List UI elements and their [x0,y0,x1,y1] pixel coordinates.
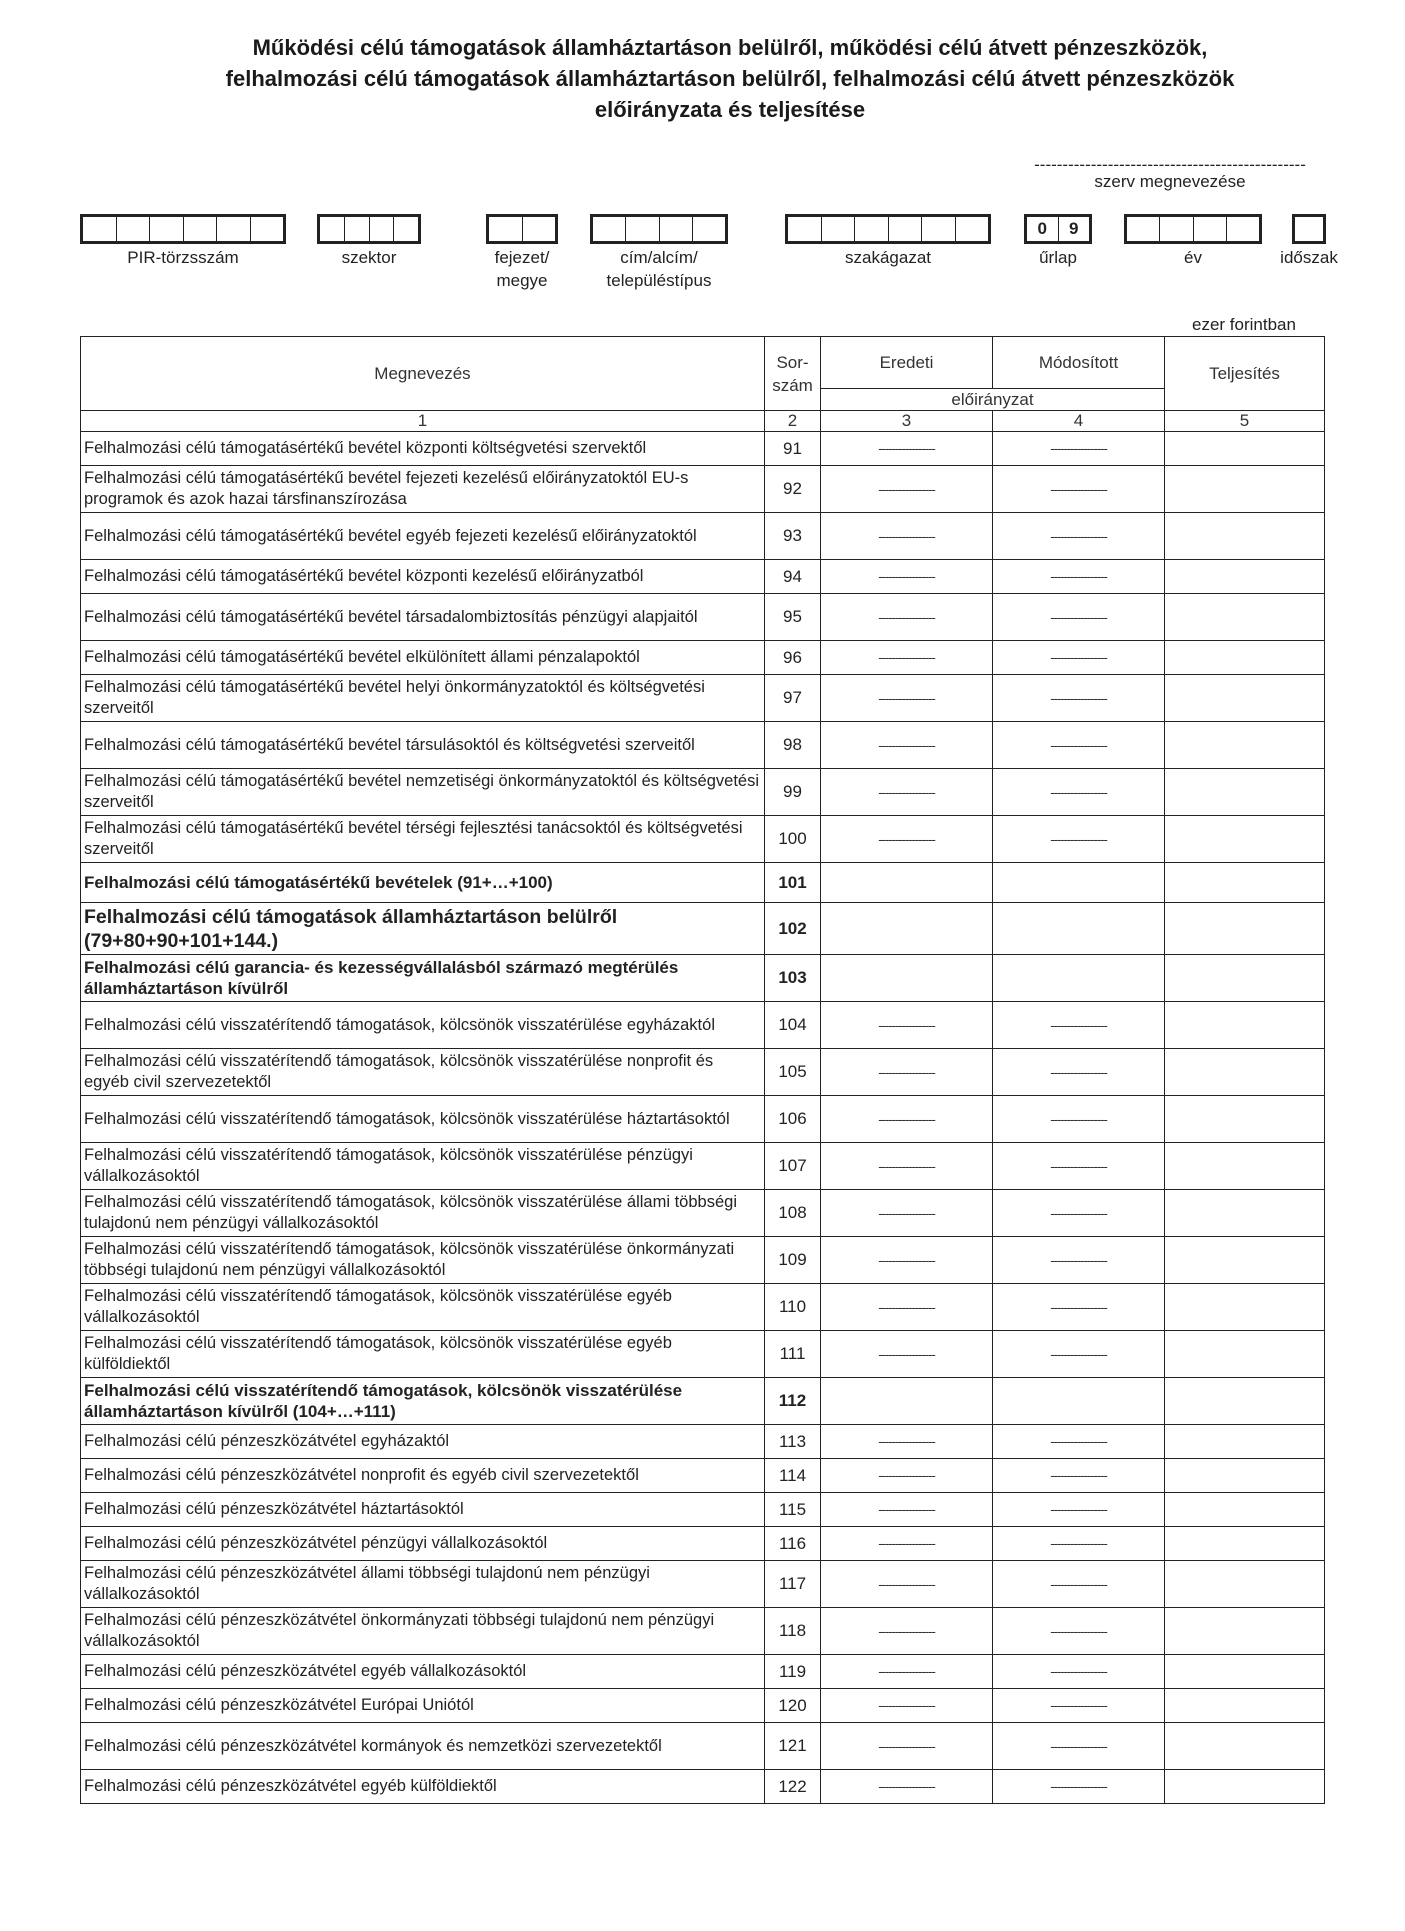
cell-modositott: ----------------- [993,1425,1165,1459]
row-number: 109 [765,1237,821,1284]
table-row [81,513,1325,560]
table-row [81,1190,1325,1237]
row-description: Felhalmozási célú visszatérítendő támogatások, kölcsönök visszatérülése egyházaktól [81,1002,765,1049]
row-number: 121 [765,1723,821,1770]
code-cell[interactable] [660,217,693,241]
row-number: 114 [765,1459,821,1493]
code-box-3[interactable] [486,214,558,244]
table-row [81,1561,1325,1608]
cell-eredeti: ----------------- [821,432,993,466]
row-description: Felhalmozási célú pénzeszközátvétel pénzügyi vállalkozásoktól [81,1527,765,1561]
cell-eredeti[interactable] [821,955,993,1002]
row-description: Felhalmozási célú támogatásértékű bevétel központi költségvetési szervektől [81,432,765,466]
code-cell[interactable] [523,217,556,241]
cell-eredeti[interactable] [821,1378,993,1425]
cell-eredeti: ----------------- [821,1237,993,1284]
code-cell[interactable] [593,217,626,241]
code-cell[interactable] [150,217,184,241]
code-box-6[interactable] [1024,214,1092,244]
code-cell[interactable] [693,217,725,241]
table-row [81,1378,1325,1425]
code-cell[interactable] [394,217,418,241]
cell-modositott: ----------------- [993,1561,1165,1608]
cell-modositott[interactable] [993,903,1165,955]
row-number: 101 [765,863,821,903]
code-cell[interactable] [956,217,989,241]
row-number: 112 [765,1378,821,1425]
code-cell[interactable] [217,217,251,241]
cell-eredeti: ----------------- [821,1689,993,1723]
cell-teljesites[interactable] [1165,560,1325,594]
cell-eredeti: ----------------- [821,1143,993,1190]
cell-eredeti: ----------------- [821,594,993,641]
cell-modositott: ----------------- [993,816,1165,863]
cell-teljesites[interactable] [1165,1527,1325,1561]
row-description: Felhalmozási célú visszatérítendő támogatások, kölcsönök visszatérülése nonprofit és egyéb civil szervezetektől [81,1049,765,1096]
cell-modositott[interactable] [993,1378,1165,1425]
row-number: 108 [765,1190,821,1237]
row-number: 113 [765,1425,821,1459]
table-row [81,722,1325,769]
col-number-5: 5 [1165,411,1325,432]
code-box-2[interactable] [317,214,421,244]
title-line-1: Működési célú támogatások államháztartáson belülről, működési célú átvett pénzeszközök, [252,35,1208,60]
table-row [81,1237,1325,1284]
table-row [81,1527,1325,1561]
row-number: 106 [765,1096,821,1143]
row-description: Felhalmozási célú támogatásértékű bevétel társulásoktól és költségvetési szerveitől [81,722,765,769]
cell-teljesites[interactable] [1165,1459,1325,1493]
cell-teljesites[interactable] [1165,1237,1325,1284]
table-row [81,1493,1325,1527]
table-row [81,1096,1325,1143]
code-cell[interactable] [320,217,345,241]
table-row [81,903,1325,955]
code-cell[interactable] [822,217,856,241]
organization-name-field[interactable] [1020,158,1320,192]
header-eredeti: Eredeti [821,337,993,389]
row-description: Felhalmozási célú visszatérítendő támogatások, kölcsönök visszatérülése egyéb külföldiektől [81,1331,765,1378]
form-title [0,32,1405,125]
cell-teljesites[interactable] [1165,1378,1325,1425]
cell-modositott: ----------------- [993,1237,1165,1284]
cell-eredeti[interactable] [821,863,993,903]
header-sorszam [765,337,821,411]
row-description: Felhalmozási célú garancia- és kezességvállalásból származó megtérülés államháztartáson kívülről [81,955,765,1002]
table-row [81,1143,1325,1190]
cell-modositott: ----------------- [993,641,1165,675]
col-number-1: 1 [81,411,765,432]
cell-teljesites[interactable] [1165,1143,1325,1190]
cell-eredeti: ----------------- [821,1425,993,1459]
table-row [81,1425,1325,1459]
code-cell[interactable] [345,217,370,241]
title-line-3: előirányzata és teljesítése [594,97,866,122]
code-cell[interactable] [855,217,889,241]
cell-modositott: ----------------- [993,1049,1165,1096]
table-row [81,1689,1325,1723]
row-description: Felhalmozási célú pénzeszközátvétel háztartásoktól [81,1493,765,1527]
cell-eredeti: ----------------- [821,769,993,816]
code-box-8[interactable] [1292,214,1326,244]
row-number: 102 [765,903,821,955]
code-label-5: szakágazat [845,248,931,267]
code-label-4: cím/alcím/ településtípus [606,248,712,290]
col-number-3: 3 [821,411,993,432]
code-label-8: időszak [1280,248,1338,267]
col-number-2: 2 [765,411,821,432]
row-description: Felhalmozási célú támogatások államháztartáson belülről (79+80+90+101+144.) [81,903,765,955]
row-description: Felhalmozási célú pénzeszközátvétel állami többségi tulajdonú nem pénzügyi vállalkozásoktól [81,1561,765,1608]
cell-modositott: ----------------- [993,1770,1165,1804]
table-row [81,432,1325,466]
code-cell[interactable] [184,217,218,241]
table-row [81,560,1325,594]
row-description: Felhalmozási célú visszatérítendő támogatások, kölcsönök visszatérülése államháztartáson kívülről (104+…+111) [81,1378,765,1425]
cell-teljesites[interactable] [1165,1331,1325,1378]
identifier-code-boxes [0,214,1405,294]
table-row [81,863,1325,903]
cell-eredeti[interactable] [821,903,993,955]
row-description: Felhalmozási célú támogatásértékű bevétel fejezeti kezelésű előirányzatoktól EU-s programok és azok hazai társfinanszírozása [81,466,765,513]
cell-modositott: ----------------- [993,1723,1165,1770]
cell-teljesites[interactable] [1165,955,1325,1002]
cell-teljesites[interactable] [1165,513,1325,560]
cell-teljesites[interactable] [1165,641,1325,675]
cell-modositott: ----------------- [993,769,1165,816]
table-row [81,1655,1325,1689]
cell-eredeti: ----------------- [821,1608,993,1655]
code-box-5[interactable] [785,214,991,244]
row-description: Felhalmozási célú visszatérítendő támogatások, kölcsönök visszatérülése önkormányzati többségi tulajdonú nem pénzügyi vállalkozásoktól [81,1237,765,1284]
code-label-1: PIR-törzsszám [127,248,239,267]
cell-modositott: ----------------- [993,1655,1165,1689]
row-description: Felhalmozási célú pénzeszközátvétel egyéb vállalkozásoktól [81,1655,765,1689]
table-row [81,594,1325,641]
cell-eredeti: ----------------- [821,641,993,675]
cell-teljesites[interactable] [1165,675,1325,722]
cell-teljesites[interactable] [1165,594,1325,641]
row-number: 104 [765,1002,821,1049]
table-row [81,1608,1325,1655]
code-cell[interactable] [370,217,395,241]
row-description: Felhalmozási célú visszatérítendő támogatások, kölcsönök visszatérülése állami többségi tulajdonú nem pénzügyi vállalkozásoktól [81,1190,765,1237]
cell-modositott: ----------------- [993,1143,1165,1190]
cell-teljesites[interactable] [1165,1002,1325,1049]
row-description: Felhalmozási célú támogatásértékű bevétel társadalombiztosítás pénzügyi alapjaitól [81,594,765,641]
cell-modositott: ----------------- [993,1689,1165,1723]
table-row [81,1723,1325,1770]
row-number: 107 [765,1143,821,1190]
table-row [81,1284,1325,1331]
code-label-7: év [1184,248,1202,267]
cell-teljesites[interactable] [1165,1096,1325,1143]
row-description: Felhalmozási célú visszatérítendő támogatások, kölcsönök visszatérülése egyéb vállalkozásoktól [81,1284,765,1331]
cell-teljesites[interactable] [1165,1493,1325,1527]
table-row [81,466,1325,513]
code-cell[interactable] [1227,217,1259,241]
code-cell[interactable] [489,217,523,241]
row-number: 98 [765,722,821,769]
header-teljesites: Teljesítés [1165,337,1325,411]
row-number: 117 [765,1561,821,1608]
cell-modositott: ----------------- [993,513,1165,560]
cell-eredeti: ----------------- [821,1284,993,1331]
cell-eredeti: ----------------- [821,1723,993,1770]
cell-teljesites[interactable] [1165,1723,1325,1770]
table-row [81,955,1325,1002]
cell-teljesites[interactable] [1165,769,1325,816]
cell-eredeti: ----------------- [821,513,993,560]
cell-eredeti: ----------------- [821,1493,993,1527]
unit-label: ezer forintban [1192,315,1296,334]
cell-teljesites[interactable] [1165,432,1325,466]
row-number: 99 [765,769,821,816]
cell-modositott: ----------------- [993,466,1165,513]
row-description: Felhalmozási célú pénzeszközátvétel egyházaktól [81,1425,765,1459]
table-row [81,1770,1325,1804]
row-number: 97 [765,675,821,722]
row-description: Felhalmozási célú támogatásértékű bevétel helyi önkormányzatoktól és költségvetési szerveitől [81,675,765,722]
row-number: 111 [765,1331,821,1378]
cell-eredeti: ----------------- [821,1190,993,1237]
cell-eredeti: ----------------- [821,722,993,769]
cell-teljesites[interactable] [1165,722,1325,769]
row-description: Felhalmozási célú visszatérítendő támogatások, kölcsönök visszatérülése háztartásoktól [81,1096,765,1143]
row-number: 95 [765,594,821,641]
header-megnevezes: Megnevezés [81,337,765,411]
cell-teljesites[interactable] [1165,1049,1325,1096]
code-label-6: űrlap [1039,248,1077,267]
code-cell[interactable] [788,217,822,241]
cell-teljesites[interactable] [1165,1561,1325,1608]
cell-teljesites[interactable] [1165,1655,1325,1689]
table-row [81,769,1325,816]
row-description: Felhalmozási célú támogatásértékű bevételek (91+…+100) [81,863,765,903]
code-box-1[interactable] [80,214,286,244]
cell-eredeti: ----------------- [821,1096,993,1143]
code-box-4[interactable] [590,214,728,244]
cell-eredeti: ----------------- [821,1770,993,1804]
table-row [81,1459,1325,1493]
cell-teljesites[interactable] [1165,863,1325,903]
row-number: 91 [765,432,821,466]
cell-eredeti: ----------------- [821,1655,993,1689]
row-description: Felhalmozási célú támogatásértékű bevétel térségi fejlesztési tanácsoktól és költségvetési szerveitől [81,816,765,863]
row-number: 118 [765,1608,821,1655]
row-description: Felhalmozási célú pénzeszközátvétel egyéb külföldiektől [81,1770,765,1804]
row-description: Felhalmozási célú támogatásértékű bevétel egyéb fejezeti kezelésű előirányzatoktól [81,513,765,560]
row-number: 92 [765,466,821,513]
row-number: 122 [765,1770,821,1804]
cell-modositott: ----------------- [993,560,1165,594]
cell-teljesites[interactable] [1165,466,1325,513]
table-row [81,1331,1325,1378]
cell-teljesites[interactable] [1165,1689,1325,1723]
row-number: 93 [765,513,821,560]
title-line-2: felhalmozási célú támogatások államháztartáson belülről, felhalmozási célú átvett pénzeszközök [225,66,1235,91]
row-description: Felhalmozási célú támogatásértékű bevétel központi kezelésű előirányzatból [81,560,765,594]
header-eloiranyzat: előirányzat [821,389,1165,411]
cell-teljesites[interactable] [1165,1608,1325,1655]
row-number: 103 [765,955,821,1002]
row-number: 100 [765,816,821,863]
cell-teljesites[interactable] [1165,903,1325,955]
row-number: 119 [765,1655,821,1689]
cell-modositott: ----------------- [993,675,1165,722]
code-cell[interactable] [251,217,284,241]
row-number: 94 [765,560,821,594]
cell-eredeti: ----------------- [821,1049,993,1096]
row-description: Felhalmozási célú pénzeszközátvétel önkormányzati többségi tulajdonú nem pénzügyi vállalkozásoktól [81,1608,765,1655]
table-row [81,816,1325,863]
cell-eredeti: ----------------- [821,816,993,863]
code-cell[interactable]: 9 [1069,219,1079,238]
code-cell[interactable] [1295,217,1323,241]
cell-modositott: ----------------- [993,1284,1165,1331]
code-cell[interactable] [1160,217,1193,241]
row-number: 120 [765,1689,821,1723]
row-number: 110 [765,1284,821,1331]
code-cell[interactable] [922,217,956,241]
cell-modositott: ----------------- [993,1331,1165,1378]
table-row [81,675,1325,722]
cell-modositott: ----------------- [993,722,1165,769]
row-description: Felhalmozási célú pénzeszközátvétel Európai Uniótól [81,1689,765,1723]
code-cell[interactable] [1127,217,1160,241]
table-row [81,641,1325,675]
cell-modositott: ----------------- [993,1493,1165,1527]
cell-teljesites[interactable] [1165,1190,1325,1237]
cell-eredeti: ----------------- [821,1459,993,1493]
code-cell[interactable] [117,217,151,241]
code-box-7[interactable] [1124,214,1262,244]
code-cell[interactable] [626,217,659,241]
code-label-2: szektor [341,248,397,267]
cell-modositott: ----------------- [993,432,1165,466]
cell-modositott: ----------------- [993,1608,1165,1655]
cell-modositott[interactable] [993,955,1165,1002]
header-sorszam-text: Sor- szám [772,352,813,395]
cell-modositott: ----------------- [993,594,1165,641]
code-cell[interactable] [889,217,923,241]
cell-modositott: ----------------- [993,1002,1165,1049]
code-cell[interactable]: 0 [1027,217,1059,241]
cell-eredeti: ----------------- [821,1527,993,1561]
cell-modositott: ----------------- [993,1096,1165,1143]
cell-modositott: ----------------- [993,1527,1165,1561]
header-modositott: Módosított [993,337,1165,389]
cell-teljesites[interactable] [1165,1770,1325,1804]
organization-name-line: ------------------------------------------------ [1034,158,1306,172]
cell-modositott: ----------------- [993,1190,1165,1237]
row-description: Felhalmozási célú pénzeszközátvétel nonprofit és egyéb civil szervezetektől [81,1459,765,1493]
cell-teljesites[interactable] [1165,1284,1325,1331]
cell-eredeti: ----------------- [821,675,993,722]
row-number: 116 [765,1527,821,1561]
organization-name-label: szerv megnevezése [1094,172,1246,191]
table-row [81,1049,1325,1096]
cell-eredeti: ----------------- [821,466,993,513]
row-description: Felhalmozási célú támogatásértékű bevétel elkülönített állami pénzalapoktól [81,641,765,675]
row-description: Felhalmozási célú pénzeszközátvétel kormányok és nemzetközi szervezetektől [81,1723,765,1770]
row-description: Felhalmozási célú támogatásértékű bevétel nemzetiségi önkormányzatoktól és költségvetési szerveitől [81,769,765,816]
cell-teljesites[interactable] [1165,816,1325,863]
table-row [81,1002,1325,1049]
row-number: 96 [765,641,821,675]
budget-table [80,336,1325,1804]
col-number-4: 4 [993,411,1165,432]
code-cell[interactable] [83,217,117,241]
row-description: Felhalmozási célú visszatérítendő támogatások, kölcsönök visszatérülése pénzügyi vállalkozásoktól [81,1143,765,1190]
cell-eredeti: ----------------- [821,560,993,594]
cell-eredeti: ----------------- [821,1331,993,1378]
cell-teljesites[interactable] [1165,1425,1325,1459]
row-number: 105 [765,1049,821,1096]
cell-modositott[interactable] [993,863,1165,903]
row-number: 115 [765,1493,821,1527]
code-cell[interactable] [1194,217,1227,241]
code-label-3: fejezet/ megye [494,248,550,290]
cell-eredeti: ----------------- [821,1561,993,1608]
cell-eredeti: ----------------- [821,1002,993,1049]
cell-modositott: ----------------- [993,1459,1165,1493]
